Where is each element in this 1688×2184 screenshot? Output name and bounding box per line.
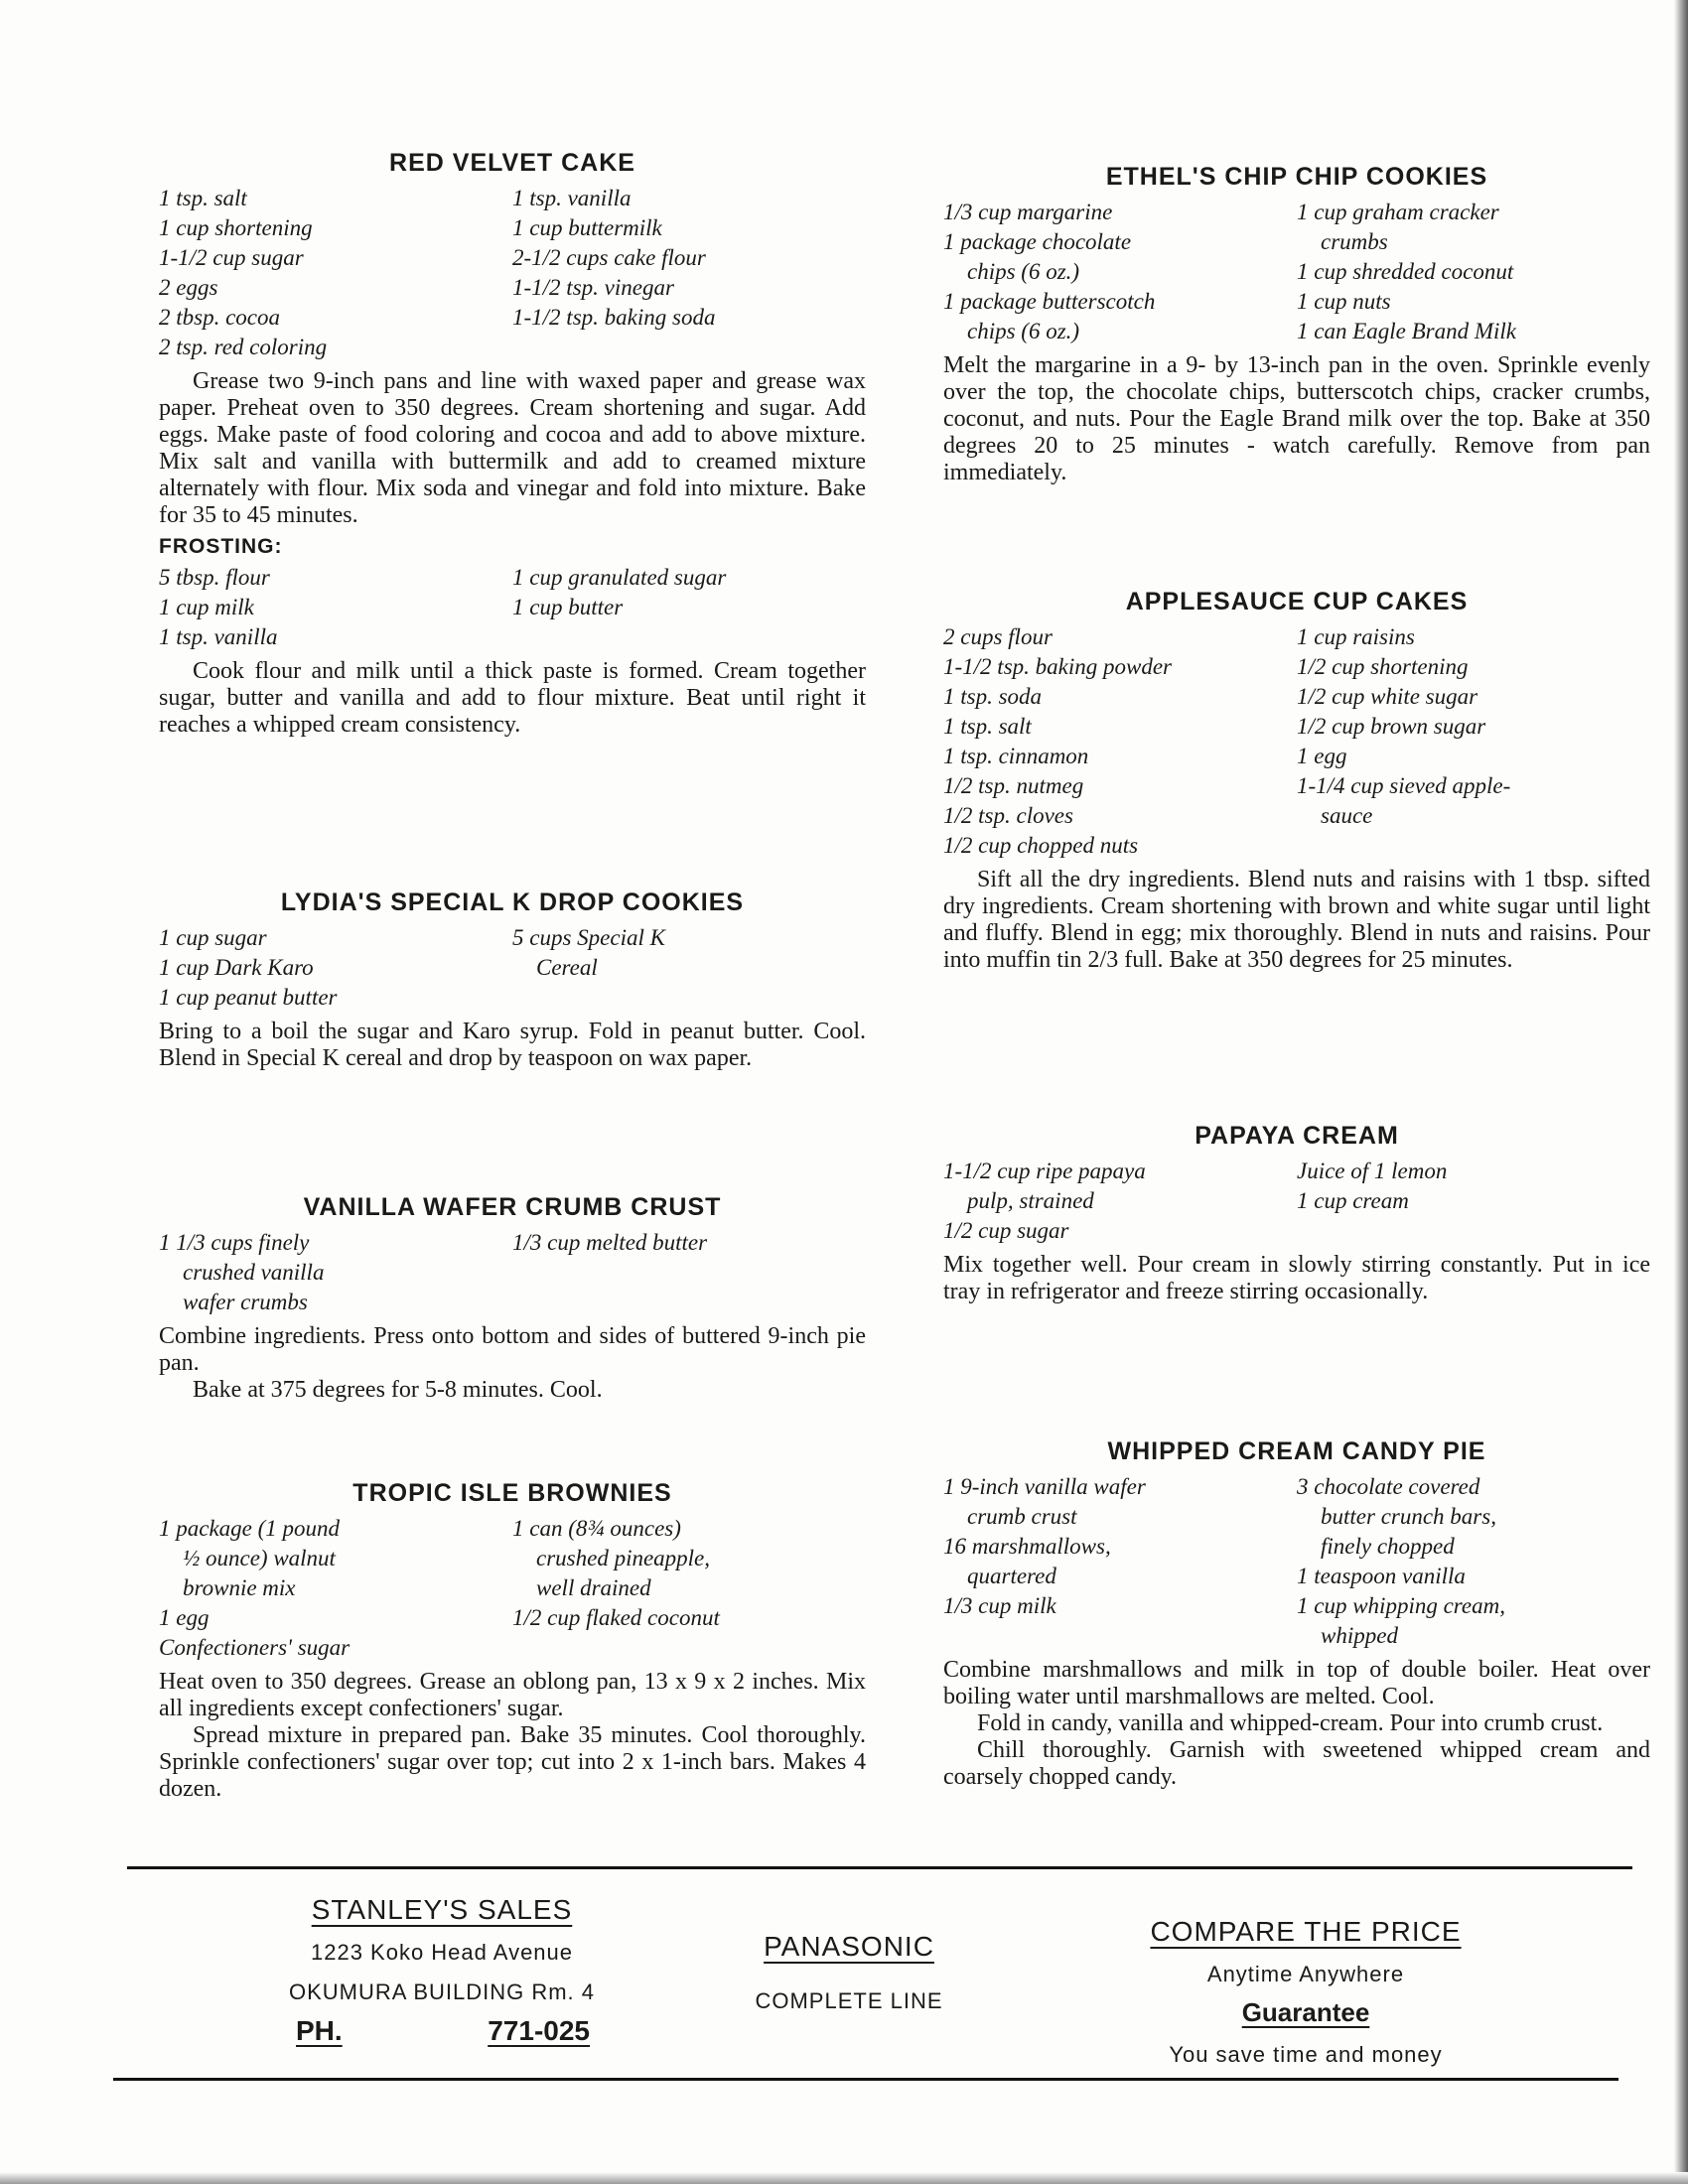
ingredient: quartered <box>967 1564 1056 1588</box>
brand-tagline: COMPLETE LINE <box>755 1988 943 2013</box>
directions-paragraph: Chill thoroughly. Garnish with sweetened whipped cream and coarsely chopped candy. <box>943 1737 1650 1790</box>
store-name: STANLEY'S SALES <box>311 1894 573 1925</box>
ingredient: 1 tsp. vanilla <box>159 624 278 649</box>
ingredient: 1 cup shortening <box>159 215 313 240</box>
ingredient: 1 cup peanut butter <box>159 985 338 1010</box>
recipe-directions <box>943 867 1650 974</box>
ingredient: 1 9-inch vanilla wafer <box>943 1474 1146 1499</box>
directions-paragraph: Combine ingredients. Press onto bottom and sides of buttered 9-inch pie pan. <box>159 1323 866 1376</box>
ingredient: wafer crumbs <box>183 1290 308 1314</box>
brand-name: PANASONIC <box>764 1931 934 1962</box>
ingredient-column <box>943 1472 1297 1651</box>
ingredient-column <box>943 198 1297 346</box>
ingredient-list <box>159 1514 866 1663</box>
ingredient: 1 package chocolate <box>943 229 1132 254</box>
ingredient: 1 egg <box>159 1605 210 1630</box>
ingredient: 1 1/3 cups finely <box>159 1230 310 1255</box>
directions-paragraph: Heat oven to 350 degrees. Grease an oblong pan, 13 x 9 x 2 inches. Mix all ingredients except confectioners' sugar. <box>159 1669 866 1721</box>
ingredient: 1 package butterscotch <box>943 289 1156 314</box>
ingredient: 1 tsp. soda <box>943 684 1043 709</box>
ingredient: 1/3 cup milk <box>943 1593 1056 1618</box>
store-address: 1223 Koko Head Avenue <box>310 1940 574 1965</box>
ingredient: 16 marshmallows, <box>943 1534 1111 1559</box>
store-building: OKUMURA BUILDING Rm. 4 <box>288 1979 596 2004</box>
frosting-directions <box>159 658 866 739</box>
ingredient-column <box>512 563 866 652</box>
ingredient: 1 teaspoon vanilla <box>1297 1564 1466 1588</box>
ingredient: crumb crust <box>967 1504 1077 1529</box>
ingredient: 1 cup sugar <box>159 925 267 950</box>
recipe-title: LYDIA'S SPECIAL K DROP COOKIES <box>280 888 745 916</box>
ingredient: Confectioners' sugar <box>159 1635 351 1660</box>
ingredient: whipped <box>1321 1623 1398 1648</box>
ingredient-list <box>943 198 1650 346</box>
recipe-directions <box>159 1019 866 1072</box>
ingredient-list <box>159 184 866 362</box>
stanleys-sales-ad <box>248 1894 635 2047</box>
ingredient: 1-1/2 cup ripe papaya <box>943 1159 1146 1183</box>
recipe-applesauce-cup-cakes <box>943 588 1650 974</box>
savings-line: You save time and money <box>1169 2042 1443 2067</box>
ingredient-column <box>1297 622 1650 861</box>
frosting-ingredient-list <box>159 563 866 652</box>
ingredient: 1/2 cup sugar <box>943 1218 1069 1243</box>
ingredient-column <box>512 923 866 1013</box>
ingredient: 5 tbsp. flour <box>159 565 270 590</box>
ingredient: 1 tsp. salt <box>943 714 1032 739</box>
ingredient: well drained <box>536 1575 651 1600</box>
recipe-vanilla-wafer-crust <box>159 1193 866 1404</box>
ingredient: 1/3 cup margarine <box>943 200 1113 224</box>
ingredient-column <box>1297 198 1650 346</box>
ingredient: 1 tsp. vanilla <box>512 186 632 210</box>
phone-number: 771-025 <box>488 2015 590 2046</box>
ingredient: 1 cup graham cracker <box>1297 200 1499 224</box>
ingredient: 1/2 tsp. cloves <box>943 803 1073 828</box>
ingredient: crushed vanilla <box>183 1260 325 1285</box>
recipe-title: TROPIC ISLE BROWNIES <box>352 1479 672 1507</box>
ingredient: 1 can Eagle Brand Milk <box>1297 319 1517 343</box>
directions-paragraph: Melt the margarine in a 9- by 13-inch pan in the oven. Sprinkle evenly over the top, the chocolate chips, butterscotch chips, cracker crumbs, coconut, and nuts. Pour the Eagle Brand milk over the top. Bake at 350 degrees 20 to 25 minutes - watch carefully. Remove from pan immediately. <box>943 352 1650 485</box>
directions-paragraph: Sift all the dry ingredients. Blend nuts and raisins with 1 tbsp. sifted dry ingredients. Cream shortening with brown and white sugar until light and fluffy. Blend in egg; mix thoroughly. Blend in nuts and raisins. Pour into muffin tin 2/3 full. Bake at 350 degrees for 25 minutes. <box>943 867 1650 973</box>
recipe-title: WHIPPED CREAM CANDY PIE <box>1107 1437 1486 1465</box>
ingredient: 2-1/2 cups cake flour <box>512 245 706 270</box>
ingredient: 1 tsp. cinnamon <box>943 744 1089 768</box>
scan-bottom-edge <box>0 2172 1688 2184</box>
directions-paragraph: Spread mixture in prepared pan. Bake 35 minutes. Cool thoroughly. Sprinkle confectioners' sugar over top; cut into 2 x 1-inch bars. Makes 4 dozen. <box>159 1722 866 1802</box>
ingredient: crushed pineapple, <box>536 1546 711 1570</box>
price-headline: COMPARE THE PRICE <box>1150 1916 1462 1947</box>
ingredient: finely chopped <box>1321 1534 1455 1559</box>
directions-paragraph: Mix together well. Pour cream in slowly stirring constantly. Put in ice tray in refrigerator and freeze stirring occasionally. <box>943 1252 1650 1304</box>
ingredient-column <box>159 563 512 652</box>
ingredient: 1 package (1 pound <box>159 1516 341 1541</box>
ingredient-column <box>943 622 1297 861</box>
recipe-directions <box>943 1657 1650 1791</box>
ingredient: 1 cup whipping cream, <box>1297 1593 1505 1618</box>
recipe-directions <box>943 1252 1650 1305</box>
recipe-red-velvet-cake <box>159 149 866 739</box>
ingredient: sauce <box>1321 803 1373 828</box>
directions-paragraph: Combine marshmallows and milk in top of double boiler. Heat over boiling water until marshmallows are melted. Cool. <box>943 1657 1650 1709</box>
recipe-title: APPLESAUCE CUP CAKES <box>1125 588 1469 615</box>
recipe-directions <box>159 1669 866 1803</box>
ingredient-column <box>512 1228 866 1317</box>
ingredient: brownie mix <box>183 1575 296 1600</box>
frosting-heading: FROSTING: <box>159 535 283 558</box>
ingredient: 1/3 cup melted butter <box>512 1230 708 1255</box>
recipe-directions <box>159 368 866 529</box>
ingredient-column <box>159 1228 512 1317</box>
recipe-whipped-cream-candy-pie <box>943 1437 1650 1791</box>
ingredient: 1 cup raisins <box>1297 624 1415 649</box>
ingredient: ½ ounce) walnut <box>183 1546 336 1570</box>
recipe-chip-chip-cookies <box>943 163 1650 486</box>
footer-bottom-rule <box>113 2078 1618 2081</box>
ingredient-list <box>159 923 866 1013</box>
ingredient: crumbs <box>1321 229 1388 254</box>
ingredient-list <box>943 622 1650 861</box>
ingredient-list <box>159 1228 866 1317</box>
panasonic-ad <box>695 1931 1003 2014</box>
recipe-tropic-isle-brownies <box>159 1479 866 1803</box>
ingredient: 1/2 cup white sugar <box>1297 684 1478 709</box>
directions-paragraph: Grease two 9-inch pans and line with waxed paper and grease wax paper. Preheat oven to 350 degrees. Cream shortening and sugar. Add eggs. Make paste of food coloring and cocoa and add to above mixture. Mix salt and vanilla with buttermilk and add to creamed mixture alternately with flour. Mix soda and vinegar and fold into mixture. Bake for 35 to 45 minutes. <box>159 368 866 528</box>
ingredient-list <box>943 1472 1650 1651</box>
recipe-special-k-cookies <box>159 888 866 1072</box>
ingredient: 5 cups Special K <box>512 925 665 950</box>
compare-price-ad <box>1102 1916 1509 2068</box>
ingredient: 1/2 cup shortening <box>1297 654 1469 679</box>
ingredient: 1 cup Dark Karo <box>159 955 314 980</box>
ingredient: 2 tsp. red coloring <box>159 335 328 359</box>
availability-line: Anytime Anywhere <box>1206 1962 1405 1986</box>
ingredient: 1/2 cup brown sugar <box>1297 714 1486 739</box>
directions-paragraph: Cook flour and milk until a thick paste is formed. Cream together sugar, butter and vanilla and add to flour mixture. Beat until right it reaches a whipped cream consistency. <box>159 658 866 738</box>
ingredient: Juice of 1 lemon <box>1297 1159 1448 1183</box>
ingredient: 1 tsp. salt <box>159 186 247 210</box>
ingredient: 1/2 tsp. nutmeg <box>943 773 1084 798</box>
phone-label: PH. <box>296 2015 343 2046</box>
ingredient: 1 cup butter <box>512 595 624 619</box>
recipe-directions <box>159 1323 866 1404</box>
ingredient-column <box>159 1514 512 1663</box>
ingredient: 2 eggs <box>159 275 218 300</box>
ingredient: 1 egg <box>1297 744 1347 768</box>
guarantee-label: Guarantee <box>1241 1997 1370 2027</box>
ingredient-column <box>943 1157 1297 1246</box>
recipe-title: VANILLA WAFER CRUMB CRUST <box>303 1193 722 1221</box>
ingredient: 1 cup shredded coconut <box>1297 259 1514 284</box>
ingredient: 1-1/2 tsp. vinegar <box>512 275 674 300</box>
ingredient: 1-1/2 cup sugar <box>159 245 304 270</box>
ingredient: 1 cup granulated sugar <box>512 565 727 590</box>
ingredient-column <box>159 184 512 362</box>
store-phone <box>296 2015 590 2047</box>
ingredient-column <box>512 1514 866 1663</box>
recipe-title: PAPAYA CREAM <box>1195 1122 1399 1150</box>
recipe-papaya-cream <box>943 1122 1650 1305</box>
ingredient: butter crunch bars, <box>1321 1504 1496 1529</box>
ingredient-column <box>512 184 866 362</box>
ingredient: 1 cup nuts <box>1297 289 1391 314</box>
ingredient: 2 tbsp. cocoa <box>159 305 281 330</box>
ingredient-column <box>1297 1157 1650 1246</box>
ingredient: Cereal <box>536 955 598 980</box>
ingredient: 1/2 cup flaked coconut <box>512 1605 720 1630</box>
ingredient: 1 can (8¾ ounces) <box>512 1516 681 1541</box>
ingredient-column <box>1297 1472 1650 1651</box>
ingredient: chips (6 oz.) <box>967 319 1080 343</box>
scan-right-edge <box>1674 0 1688 2184</box>
ingredient: 1 cup buttermilk <box>512 215 662 240</box>
ingredient: 2 cups flour <box>943 624 1053 649</box>
ingredient-column <box>159 923 512 1013</box>
ingredient: 1-1/4 cup sieved apple- <box>1297 773 1511 798</box>
ingredient: 1-1/2 tsp. baking powder <box>943 654 1172 679</box>
directions-paragraph: Bring to a boil the sugar and Karo syrup. Fold in peanut butter. Cool. Blend in Special K cereal and drop by teaspoon on wax paper. <box>159 1019 866 1071</box>
ingredient: 3 chocolate covered <box>1297 1474 1480 1499</box>
ingredient-list <box>943 1157 1650 1246</box>
ingredient: chips (6 oz.) <box>967 259 1080 284</box>
recipe-title: RED VELVET CAKE <box>389 149 635 177</box>
ingredient: 1-1/2 tsp. baking soda <box>512 305 716 330</box>
footer-top-rule <box>127 1866 1632 1869</box>
recipe-directions <box>943 352 1650 486</box>
ingredient: 1 cup milk <box>159 595 254 619</box>
ingredient: 1 cup cream <box>1297 1188 1409 1213</box>
ingredient: pulp, strained <box>967 1188 1094 1213</box>
directions-paragraph: Fold in candy, vanilla and whipped-cream. Pour into crumb crust. <box>977 1710 1604 1736</box>
ingredient: 1/2 cup chopped nuts <box>943 833 1139 858</box>
recipe-title: ETHEL'S CHIP CHIP COOKIES <box>1105 163 1488 191</box>
directions-paragraph: Bake at 375 degrees for 5-8 minutes. Cool. <box>193 1377 603 1403</box>
